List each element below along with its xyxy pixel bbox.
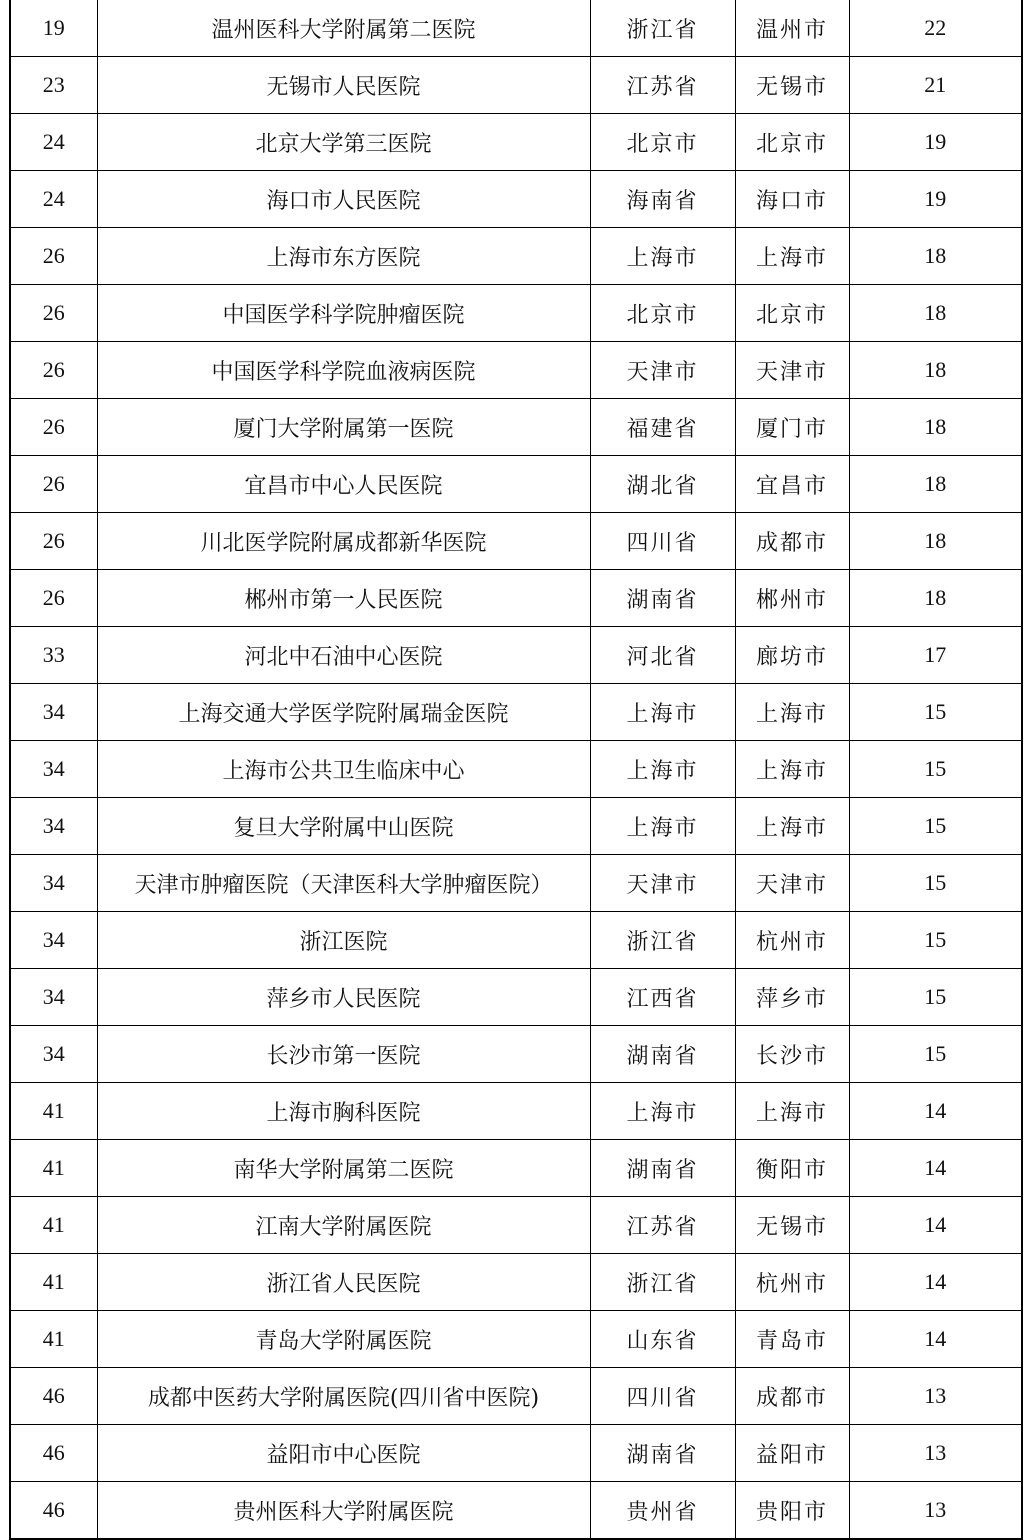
- city-cell: 郴州市: [735, 570, 849, 627]
- rank-cell: 26: [11, 456, 97, 513]
- hospital-name-cell: 无锡市人民医院: [97, 57, 590, 114]
- hospital-name-cell: 青岛大学附属医院: [97, 1311, 590, 1368]
- province-cell: 山东省: [590, 1311, 735, 1368]
- table-row: [11, 114, 1021, 171]
- table-row: [11, 1083, 1021, 1140]
- table-row: [11, 171, 1021, 228]
- hospital-name-cell: 厦门大学附属第一医院: [97, 399, 590, 456]
- province-cell: 海南省: [590, 171, 735, 228]
- city-cell: 上海市: [735, 1083, 849, 1140]
- city-cell: 北京市: [735, 114, 849, 171]
- rank-cell: 26: [11, 285, 97, 342]
- province-cell: 天津市: [590, 342, 735, 399]
- table-row: [11, 855, 1021, 912]
- city-cell: 廊坊市: [735, 627, 849, 684]
- count-cell: 14: [849, 1311, 1021, 1368]
- province-cell: 贵州省: [590, 1482, 735, 1539]
- table-row: [11, 1311, 1021, 1368]
- table-row: [11, 1026, 1021, 1083]
- count-cell: 14: [849, 1083, 1021, 1140]
- hospital-name-cell: 萍乡市人民医院: [97, 969, 590, 1026]
- hospital-name-cell: 贵州医科大学附属医院: [97, 1482, 590, 1539]
- hospital-name-cell: 河北中石油中心医院: [97, 627, 590, 684]
- count-cell: 19: [849, 171, 1021, 228]
- city-cell: 长沙市: [735, 1026, 849, 1083]
- rank-cell: 41: [11, 1311, 97, 1368]
- table-row: [11, 57, 1021, 114]
- city-cell: 天津市: [735, 342, 849, 399]
- table-row: [11, 456, 1021, 513]
- count-cell: 15: [849, 684, 1021, 741]
- province-cell: 浙江省: [590, 0, 735, 57]
- count-cell: 18: [849, 399, 1021, 456]
- province-cell: 江苏省: [590, 1197, 735, 1254]
- hospital-name-cell: 郴州市第一人民医院: [97, 570, 590, 627]
- rank-cell: 34: [11, 1026, 97, 1083]
- city-cell: 益阳市: [735, 1425, 849, 1482]
- rank-cell: 26: [11, 399, 97, 456]
- rank-cell: 41: [11, 1197, 97, 1254]
- count-cell: 15: [849, 741, 1021, 798]
- province-cell: 浙江省: [590, 912, 735, 969]
- hospital-name-cell: 川北医学院附属成都新华医院: [97, 513, 590, 570]
- province-cell: 天津市: [590, 855, 735, 912]
- count-cell: 18: [849, 570, 1021, 627]
- table-row: [11, 513, 1021, 570]
- city-cell: 宜昌市: [735, 456, 849, 513]
- table-row: [11, 969, 1021, 1026]
- hospital-ranking-table-container: [9, 0, 1023, 1540]
- city-cell: 北京市: [735, 285, 849, 342]
- table-row: [11, 228, 1021, 285]
- province-cell: 湖北省: [590, 456, 735, 513]
- city-cell: 上海市: [735, 228, 849, 285]
- hospital-name-cell: 南华大学附属第二医院: [97, 1140, 590, 1197]
- hospital-name-cell: 中国医学科学院肿瘤医院: [97, 285, 590, 342]
- province-cell: 上海市: [590, 741, 735, 798]
- rank-cell: 33: [11, 627, 97, 684]
- province-cell: 北京市: [590, 285, 735, 342]
- province-cell: 湖南省: [590, 1140, 735, 1197]
- city-cell: 青岛市: [735, 1311, 849, 1368]
- city-cell: 无锡市: [735, 57, 849, 114]
- count-cell: 21: [849, 57, 1021, 114]
- rank-cell: 34: [11, 969, 97, 1026]
- rank-cell: 26: [11, 513, 97, 570]
- table-row: [11, 1368, 1021, 1425]
- count-cell: 14: [849, 1197, 1021, 1254]
- count-cell: 14: [849, 1254, 1021, 1311]
- province-cell: 浙江省: [590, 1254, 735, 1311]
- city-cell: 上海市: [735, 684, 849, 741]
- province-cell: 上海市: [590, 684, 735, 741]
- city-cell: 天津市: [735, 855, 849, 912]
- hospital-name-cell: 复旦大学附属中山医院: [97, 798, 590, 855]
- hospital-name-cell: 宜昌市中心人民医院: [97, 456, 590, 513]
- table-body: [11, 0, 1021, 1538]
- hospital-name-cell: 温州医科大学附属第二医院: [97, 0, 590, 57]
- city-cell: 海口市: [735, 171, 849, 228]
- province-cell: 上海市: [590, 228, 735, 285]
- table-row: [11, 741, 1021, 798]
- table-row: [11, 342, 1021, 399]
- count-cell: 19: [849, 114, 1021, 171]
- hospital-name-cell: 浙江省人民医院: [97, 1254, 590, 1311]
- table-row: [11, 684, 1021, 741]
- province-cell: 河北省: [590, 627, 735, 684]
- rank-cell: 46: [11, 1482, 97, 1539]
- hospital-name-cell: 江南大学附属医院: [97, 1197, 590, 1254]
- rank-cell: 34: [11, 741, 97, 798]
- rank-cell: 26: [11, 228, 97, 285]
- rank-cell: 34: [11, 855, 97, 912]
- table-row: [11, 399, 1021, 456]
- city-cell: 上海市: [735, 798, 849, 855]
- table-row: [11, 570, 1021, 627]
- city-cell: 杭州市: [735, 1254, 849, 1311]
- city-cell: 厦门市: [735, 399, 849, 456]
- province-cell: 湖南省: [590, 1026, 735, 1083]
- hospital-name-cell: 上海市公共卫生临床中心: [97, 741, 590, 798]
- count-cell: 18: [849, 513, 1021, 570]
- hospital-name-cell: 天津市肿瘤医院（天津医科大学肿瘤医院）: [97, 855, 590, 912]
- hospital-name-cell: 浙江医院: [97, 912, 590, 969]
- province-cell: 福建省: [590, 399, 735, 456]
- count-cell: 13: [849, 1425, 1021, 1482]
- hospital-name-cell: 长沙市第一医院: [97, 1026, 590, 1083]
- province-cell: 上海市: [590, 798, 735, 855]
- table-row: [11, 798, 1021, 855]
- rank-cell: 24: [11, 114, 97, 171]
- count-cell: 18: [849, 342, 1021, 399]
- hospital-name-cell: 上海市胸科医院: [97, 1083, 590, 1140]
- count-cell: 17: [849, 627, 1021, 684]
- count-cell: 18: [849, 285, 1021, 342]
- city-cell: 杭州市: [735, 912, 849, 969]
- hospital-name-cell: 北京大学第三医院: [97, 114, 590, 171]
- count-cell: 15: [849, 798, 1021, 855]
- table-row: [11, 1140, 1021, 1197]
- rank-cell: 26: [11, 570, 97, 627]
- province-cell: 北京市: [590, 114, 735, 171]
- city-cell: 无锡市: [735, 1197, 849, 1254]
- province-cell: 四川省: [590, 1368, 735, 1425]
- table-row: [11, 285, 1021, 342]
- count-cell: 13: [849, 1368, 1021, 1425]
- count-cell: 13: [924, 1497, 947, 1522]
- rank-cell: 46: [11, 1368, 97, 1425]
- table-row: [11, 1425, 1021, 1482]
- table-row: [11, 0, 1021, 57]
- hospital-name-cell: 中国医学科学院血液病医院: [97, 342, 590, 399]
- hospital-name-cell: 海口市人民医院: [97, 171, 590, 228]
- rank-cell: 41: [11, 1254, 97, 1311]
- count-cell: 15: [849, 912, 1021, 969]
- hospital-name-cell: 上海交通大学医学院附属瑞金医院: [97, 684, 590, 741]
- hospital-name-cell: 益阳市中心医院: [97, 1425, 590, 1482]
- table-row: [11, 1482, 1021, 1539]
- rank-cell: 41: [11, 1140, 97, 1197]
- city-cell: 成都市: [735, 1368, 849, 1425]
- rank-cell: 41: [11, 1083, 97, 1140]
- count-cell: 14: [849, 1140, 1021, 1197]
- city-cell: 成都市: [735, 513, 849, 570]
- province-cell: 四川省: [590, 513, 735, 570]
- city-cell: 萍乡市: [735, 969, 849, 1026]
- province-cell: 上海市: [590, 1083, 735, 1140]
- rank-cell: 46: [11, 1425, 97, 1482]
- count-cell: 18: [849, 456, 1021, 513]
- city-cell: 温州市: [735, 0, 849, 57]
- rank-cell: 19: [11, 0, 97, 57]
- rank-cell: 34: [11, 684, 97, 741]
- rank-cell: 24: [11, 171, 97, 228]
- count-cell: 22: [849, 0, 1021, 57]
- hospital-name-cell: 成都中医药大学附属医院(四川省中医院): [97, 1368, 590, 1425]
- rank-cell: 34: [11, 912, 97, 969]
- rank-cell: 23: [11, 57, 97, 114]
- province-cell: 湖南省: [590, 570, 735, 627]
- table-row: [11, 1254, 1021, 1311]
- hospital-name-cell: 上海市东方医院: [97, 228, 590, 285]
- hospital-ranking-table: [11, 0, 1021, 1538]
- table-row: [11, 1197, 1021, 1254]
- count-cell: 18: [849, 228, 1021, 285]
- count-cell: 15: [849, 1026, 1021, 1083]
- count-cell: 15: [849, 969, 1021, 1026]
- province-cell: 湖南省: [590, 1425, 735, 1482]
- city-cell: 衡阳市: [735, 1140, 849, 1197]
- count-cell: 15: [849, 855, 1021, 912]
- rank-cell: 26: [11, 342, 97, 399]
- city-cell: 上海市: [735, 741, 849, 798]
- province-cell: 江苏省: [590, 57, 735, 114]
- rank-cell: 34: [11, 798, 97, 855]
- table-row: [11, 912, 1021, 969]
- city-cell: 贵阳市: [735, 1482, 849, 1539]
- province-cell: 江西省: [590, 969, 735, 1026]
- table-row: [11, 627, 1021, 684]
